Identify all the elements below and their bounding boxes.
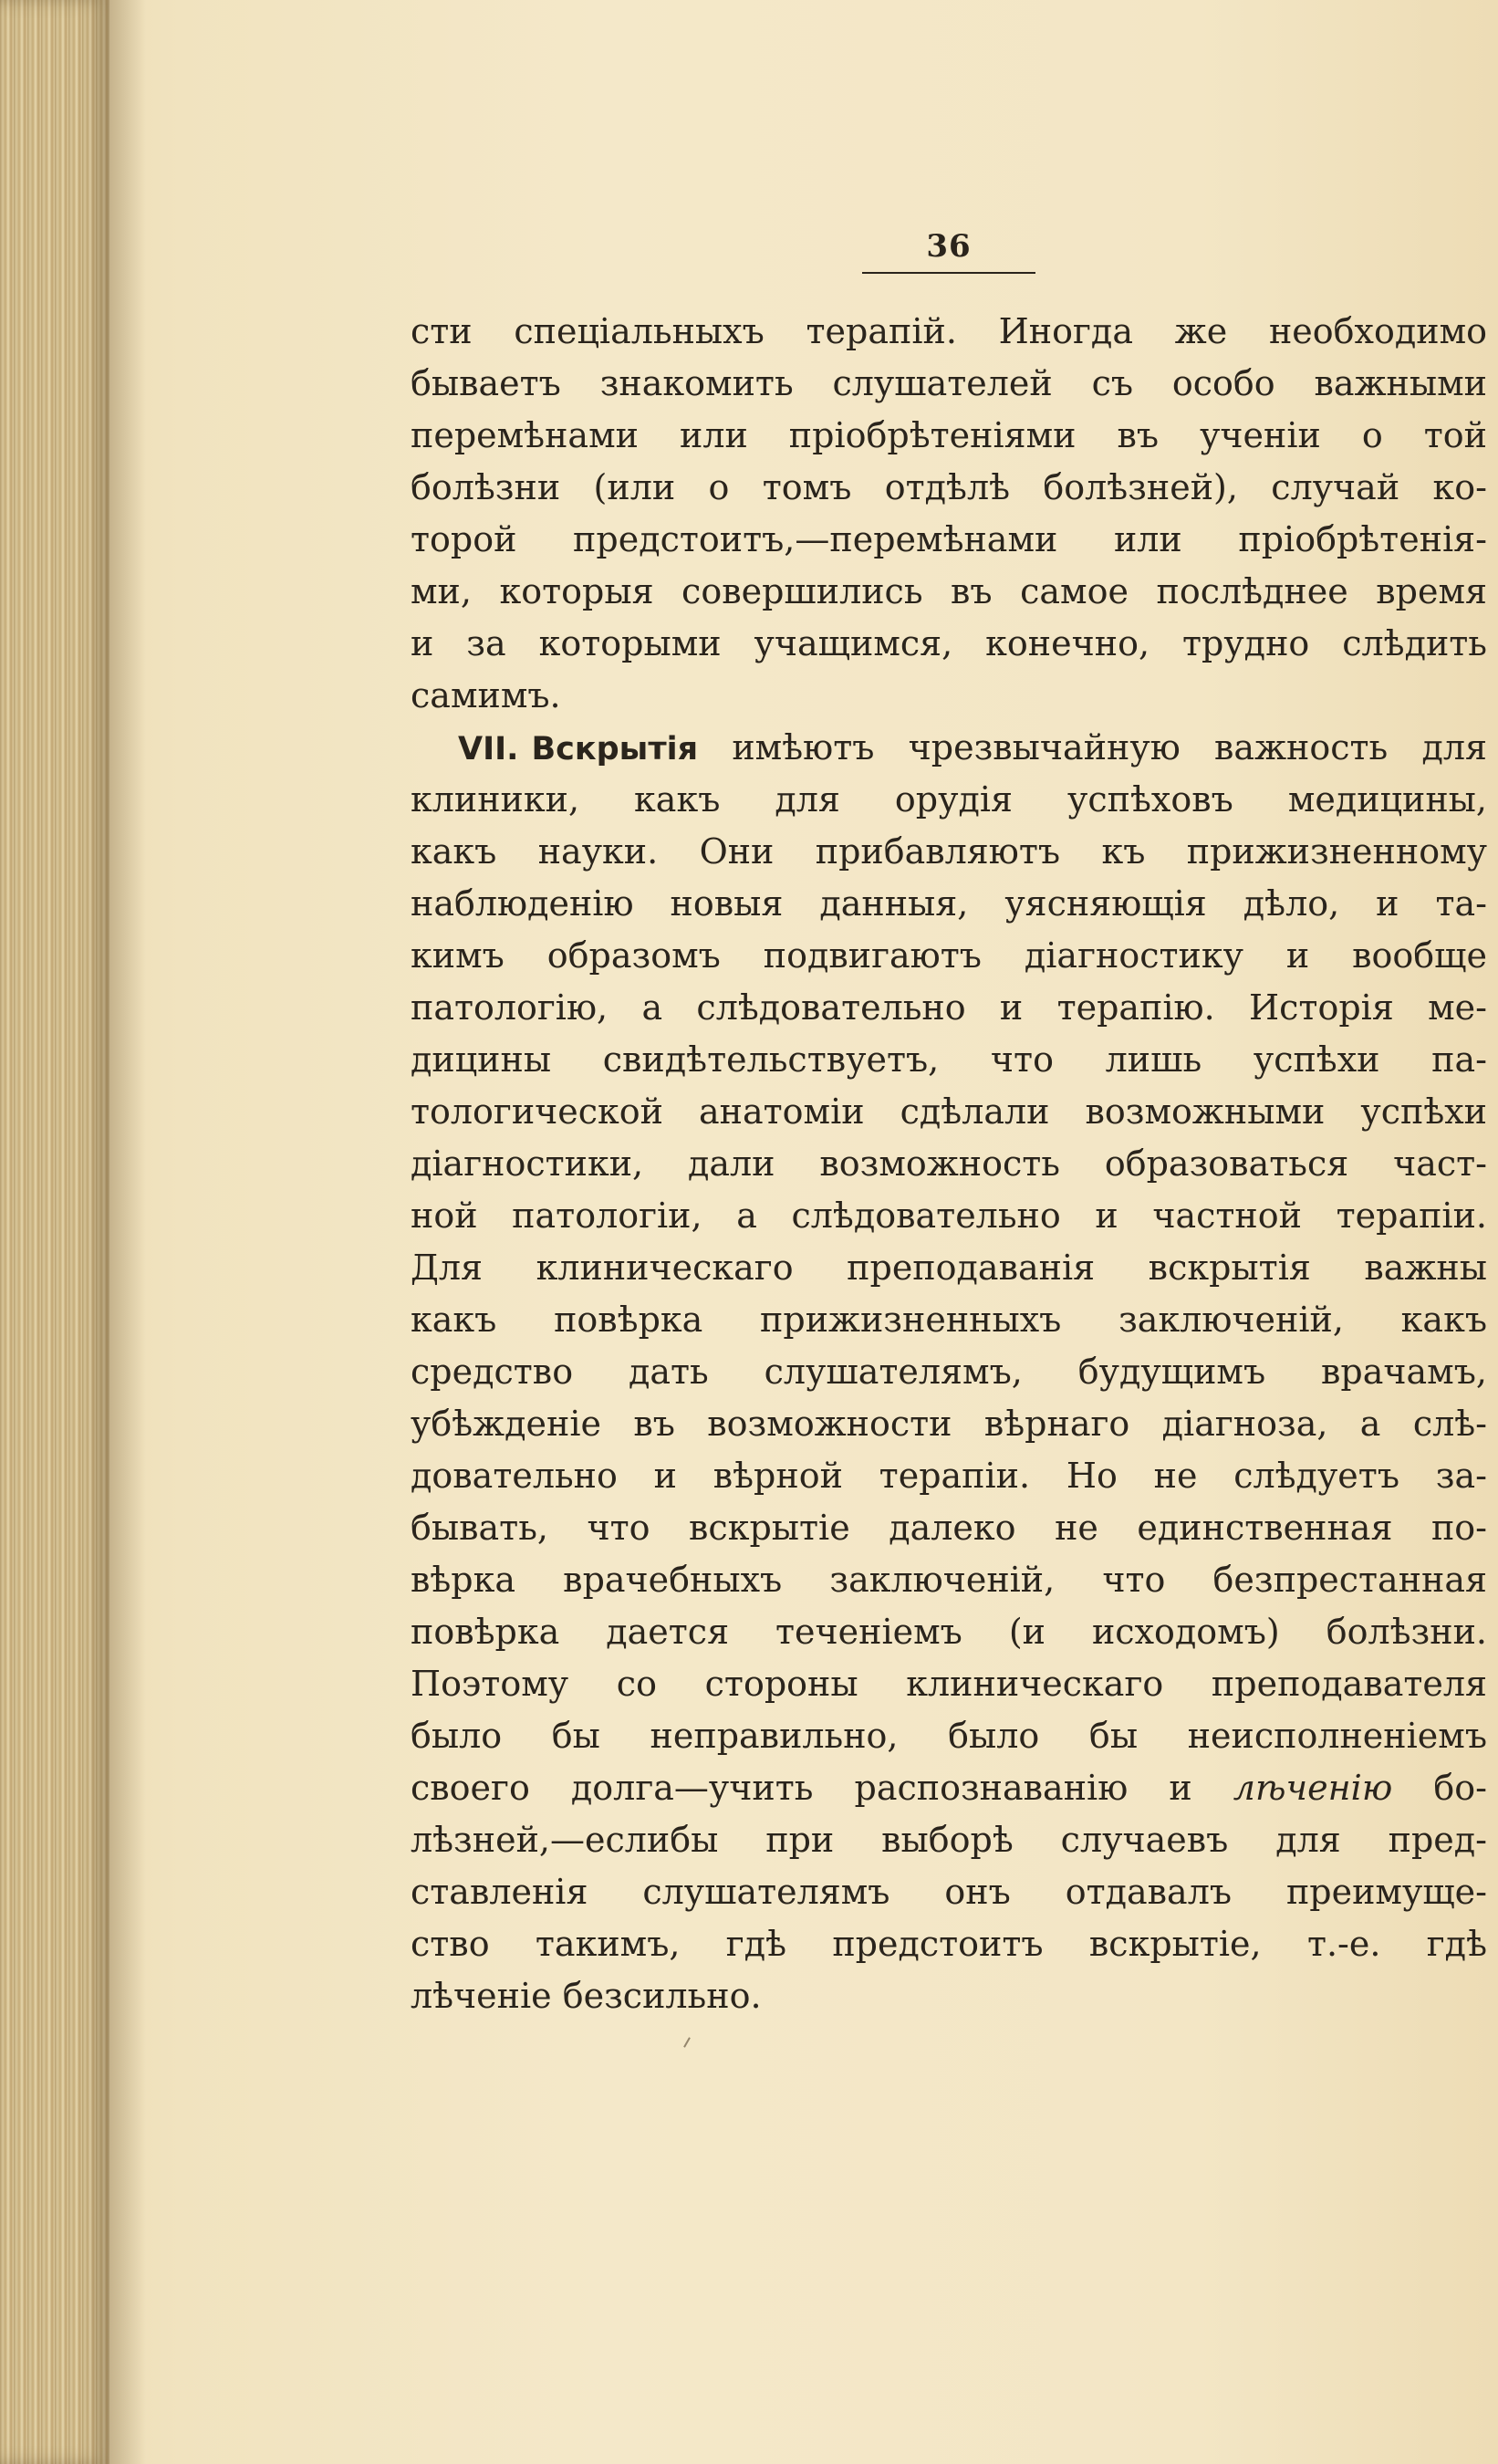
- binding-shadow: [109, 0, 146, 2464]
- text-line: патологію, а слѣдовательно и терапію. Исторія ме-: [411, 987, 1487, 1028]
- text-line: наблюденію новыя данныя, уясняющія дѣло, и та-: [411, 883, 1487, 924]
- ink-speck: [683, 2037, 691, 2047]
- text-line: было бы неправильно, было бы неисполненіемъ: [411, 1716, 1487, 1756]
- book-binding: [0, 0, 109, 2464]
- text-line: клиники, какъ для орудія успѣховъ медицины,: [411, 779, 1487, 820]
- text-line: довательно и вѣрной терапіи. Но не слѣдуетъ за-: [411, 1456, 1487, 1496]
- text-line: бываетъ знакомить слушателей съ особо важными: [411, 363, 1487, 403]
- text-line: бывать, что вскрытіе далеко не единственная по-: [411, 1508, 1487, 1548]
- section-heading-line: [411, 722, 1487, 774]
- text-line: тологической анатоміи сдѣлали возможными успѣхи: [411, 1091, 1487, 1132]
- text-line: ство такимъ, гдѣ предстоитъ вскрытіе, т.-е. гдѣ: [411, 1924, 1487, 1964]
- text-line: лѣзней,—еслибы при выборѣ случаевъ для пред-: [411, 1820, 1487, 1860]
- text-line: ми, которыя совершились въ самое послѣднее время: [411, 571, 1487, 611]
- text-line: лѣченіе безсильно.: [411, 1976, 762, 2016]
- text-line: діагностики, дали возможность образоваться част-: [411, 1143, 1487, 1184]
- section-number: VII.: [458, 731, 519, 767]
- text-line: повѣрка дается теченіемъ (и исходомъ) болѣзни.: [411, 1612, 1487, 1652]
- text-line: дицины свидѣтельствуетъ, что лишь успѣхи па-: [411, 1039, 1487, 1080]
- italic-word: лѣченію: [1233, 1768, 1393, 1808]
- text-line-with-italic: [411, 1762, 1487, 1814]
- text-after-italic: бо-: [1433, 1768, 1487, 1808]
- header-rule: [862, 272, 1035, 274]
- text-line: самимъ.: [411, 675, 561, 715]
- text-before-italic: своего долга—учить распознаванію и: [411, 1768, 1192, 1808]
- text-line: и за которыми учащимся, конечно, трудно слѣдить: [411, 623, 1487, 663]
- text-line: кимъ образомъ подвигаютъ діагностику и вообще: [411, 935, 1487, 976]
- section-title: Вскрытія: [531, 731, 699, 767]
- text-line: Для клиническаго преподаванія вскрытія важны: [411, 1248, 1487, 1288]
- text-line: какъ повѣрка прижизненныхъ заключеній, какъ: [411, 1300, 1487, 1340]
- text-line: Поэтому со стороны клиническаго преподавателя: [411, 1664, 1487, 1704]
- text-line: какъ науки. Они прибавляютъ къ прижизненному: [411, 831, 1487, 872]
- body-text: [411, 306, 1487, 2022]
- text-line: перемѣнами или пріобрѣтеніями въ ученіи о той: [411, 415, 1487, 455]
- text-line: торой предстоитъ,—перемѣнами или пріобрѣтенія-: [411, 519, 1487, 559]
- text-line-rest: имѣютъ чрезвычайную важность для: [732, 727, 1487, 767]
- text-line: болѣзни (или о томъ отдѣлѣ болѣзней), случай ко-: [411, 467, 1487, 507]
- text-line: ной патологіи, а слѣдовательно и частной терапіи.: [411, 1195, 1487, 1236]
- text-line: ставленія слушателямъ онъ отдавалъ преимуще-: [411, 1872, 1487, 1912]
- text-line: средство дать слушателямъ, будущимъ врачамъ,: [411, 1352, 1487, 1392]
- page-header: [858, 228, 1040, 274]
- text-line: сти спеціальныхъ терапій. Иногда же необходимо: [411, 311, 1487, 351]
- text-line: вѣрка врачебныхъ заключеній, что безпрестанная: [411, 1560, 1487, 1600]
- text-line: убѣжденіе въ возможности вѣрнаго діагноза, а слѣ-: [411, 1404, 1487, 1444]
- page-number: 36: [926, 228, 972, 265]
